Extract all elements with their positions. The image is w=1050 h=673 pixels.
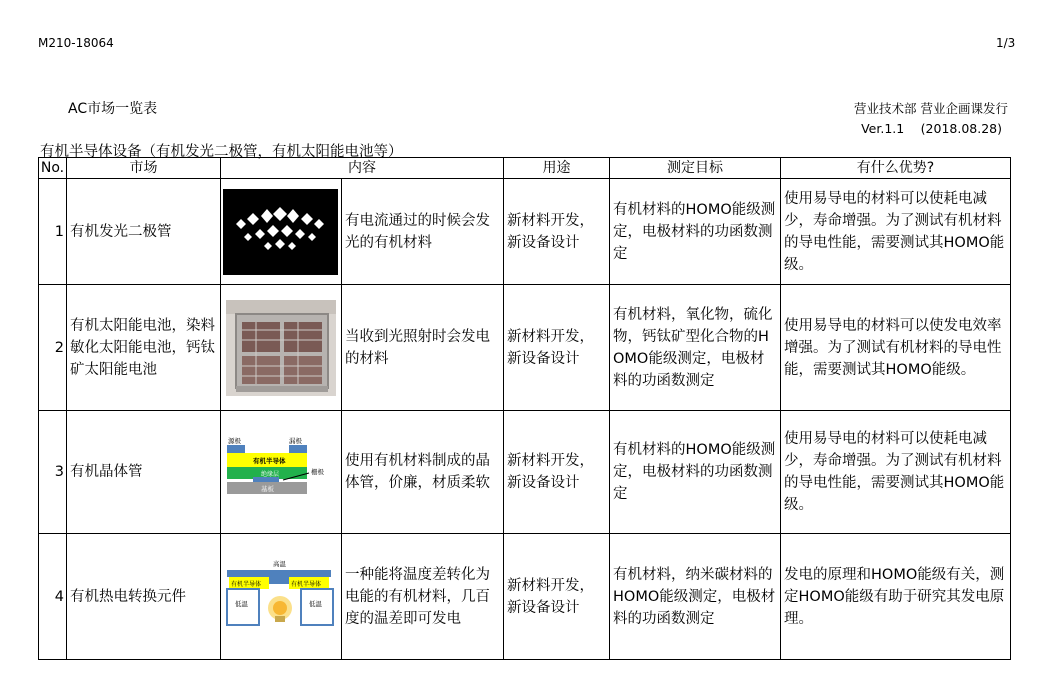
row-advantage: 使用易导电的材料可以使耗电减少，寿命增强。为了测试有机材料的导电性能，需要测试其HOMO能级。 — [781, 179, 1011, 285]
row-content: 有电流通过的时候会发光的有机材料 — [342, 179, 504, 285]
row-target: 有机材料的HOMO能级测定，电极材料的功函数测定 — [610, 411, 781, 534]
oled-pattern-icon — [223, 189, 338, 275]
market-table — [38, 157, 1011, 660]
page-number: 1/3 — [996, 36, 1016, 50]
diagram-gate-label: 栅极 — [311, 468, 324, 476]
row-content: 使用有机材料制成的晶体管，价廉，材质柔软 — [342, 411, 504, 534]
diagram-semi-left-label: 有机半导体 — [231, 580, 262, 588]
solar-cell-icon — [226, 300, 336, 396]
diagram-drain-label: 漏极 — [289, 437, 302, 445]
header-use: 用途 — [504, 158, 610, 179]
row-market: 有机发光二极管 — [67, 179, 221, 285]
row-no: 2 — [39, 285, 67, 411]
row-no: 1 — [39, 179, 67, 285]
transistor-diagram-icon — [223, 437, 338, 507]
row-no: 4 — [39, 534, 67, 660]
table-row — [39, 285, 1011, 411]
row-use: 新材料开发，新设备设计 — [504, 534, 610, 660]
diagram-semi-right-label: 有机半导体 — [291, 580, 322, 588]
row-market: 有机太阳能电池，染料敏化太阳能电池，钙钛矿太阳能电池 — [67, 285, 221, 411]
diagram-low-right-label: 低温 — [309, 599, 322, 608]
version-label: Ver.1.1 (2018.08.28) — [861, 121, 1002, 136]
table-row — [39, 411, 1011, 534]
row-content: 当收到光照射时会发电的材料 — [342, 285, 504, 411]
document-title: AC市场一览表 — [68, 101, 158, 117]
header-advantage: 有什么优势? — [781, 158, 1011, 179]
row-use: 新材料开发，新设备设计 — [504, 411, 610, 534]
row-advantage: 发电的原理和HOMO能级有关，测定HOMO能级有助于研究其发电原理。 — [781, 534, 1011, 660]
row-no: 3 — [39, 411, 67, 534]
thermoelectric-diagram — [221, 534, 342, 660]
row-use: 新材料开发，新设备设计 — [504, 179, 610, 285]
diagram-semiconductor-label: 有机半导体 — [253, 457, 286, 465]
diagram-insulator-label: 绝缘层 — [261, 471, 280, 478]
table-header-row — [39, 158, 1011, 179]
header-target: 测定目标 — [610, 158, 781, 179]
department-label: 营业技术部 营业企画课发行 — [854, 101, 1008, 116]
diagram-source-label: 源极 — [228, 437, 241, 445]
section-title: 有机半导体设备（有机发光二极管，有机太阳能电池等） — [40, 144, 403, 160]
header-market: 市场 — [67, 158, 221, 179]
header-content: 内容 — [221, 158, 504, 179]
header-no: No. — [39, 158, 67, 179]
document-id: M210-18064 — [38, 36, 114, 50]
row-market: 有机热电转换元件 — [67, 534, 221, 660]
transistor-structure-diagram — [221, 411, 342, 534]
thermoelectric-diagram-icon — [223, 556, 338, 638]
row-advantage: 使用易导电的材料可以使发电效率增强。为了测试有机材料的导电性能，需要测试其HOMO能级。 — [781, 285, 1011, 411]
diagram-substrate-label: 基板 — [261, 485, 274, 493]
row-target: 有机材料，氧化物，硫化物，钙钛矿型化合物的HOMO能级测定，电极材料的功函数测定 — [610, 285, 781, 411]
row-advantage: 使用易导电的材料可以使耗电减少，寿命增强。为了测试有机材料的导电性能，需要测试其HOMO能级。 — [781, 411, 1011, 534]
row-market: 有机晶体管 — [67, 411, 221, 534]
oled-diamond-pattern-image — [221, 179, 342, 285]
table-row — [39, 179, 1011, 285]
row-content: 一种能将温度差转化为电能的有机材料，几百度的温差即可发电 — [342, 534, 504, 660]
table-row — [39, 534, 1011, 660]
row-target: 有机材料的HOMO能级测定，电极材料的功函数测定 — [610, 179, 781, 285]
row-target: 有机材料，纳米碳材料的HOMO能级测定，电极材料的功函数测定 — [610, 534, 781, 660]
diagram-high-temp-label: 高温 — [273, 559, 286, 568]
row-use: 新材料开发，新设备设计 — [504, 285, 610, 411]
diagram-low-left-label: 低温 — [235, 599, 248, 608]
solar-cell-panel-photo — [221, 285, 342, 411]
